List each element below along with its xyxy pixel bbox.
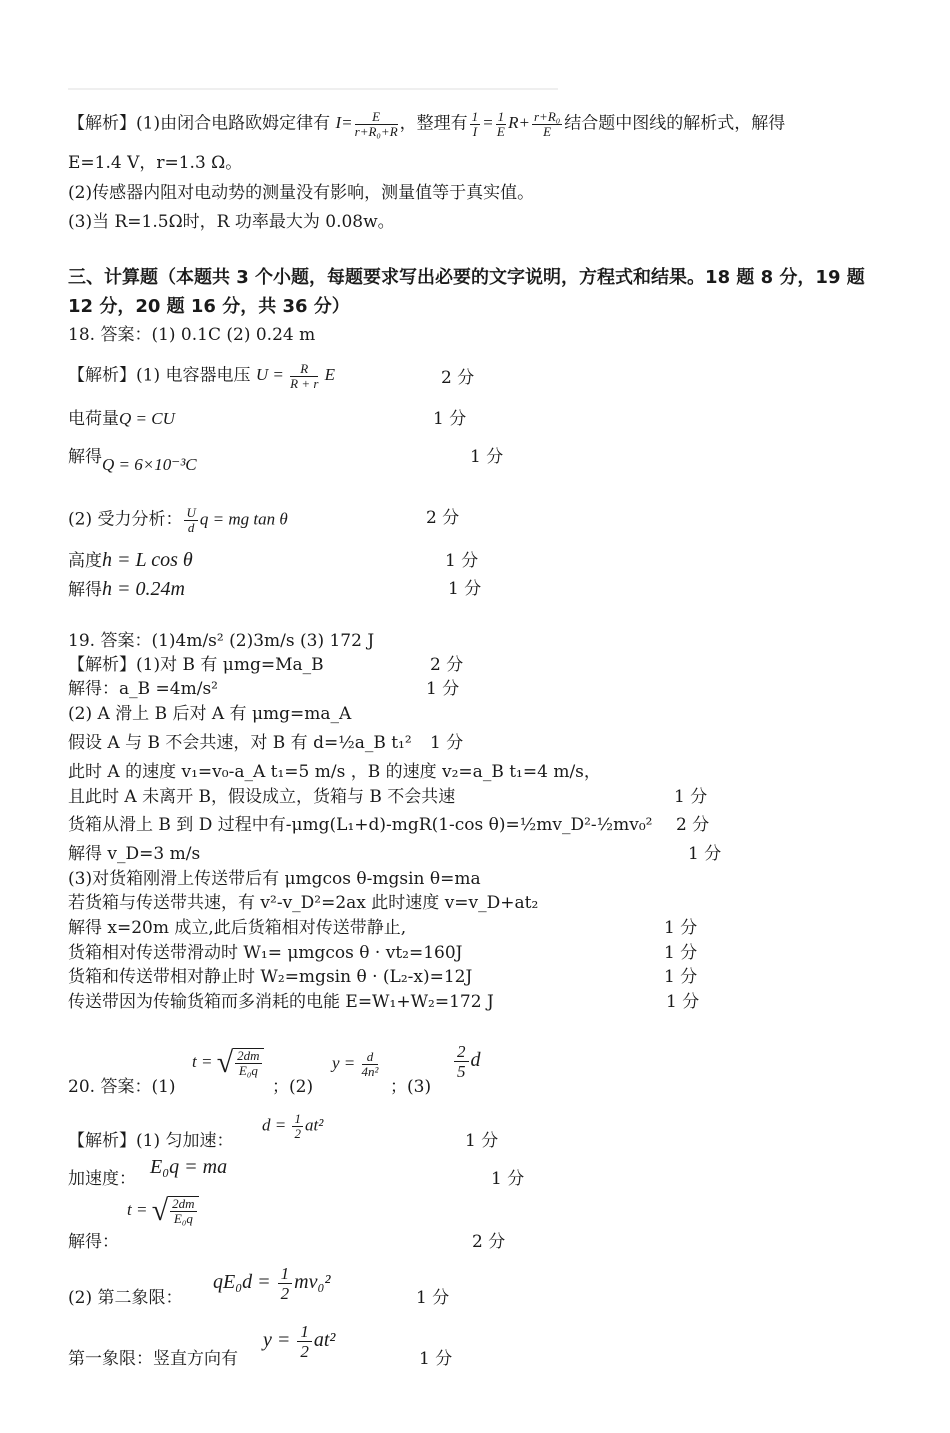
q20-step5-lead: 第一象限：竖直方向有 [68,1349,238,1369]
q17-analysis-mid: ，整理有 [399,113,468,134]
q20-answer-lead: 20. 答案：(1) [68,1077,176,1097]
q19-score: 1 分 [664,943,698,963]
q19-line: 货箱从滑上 B 到 D 过程中有-μmg(L₁+d)-mgR(1-cos θ)=½mv_D²-½mv₀² [68,815,653,835]
q18-step4 [68,506,288,535]
q19-score: 1 分 [666,992,700,1012]
top-divider [68,88,558,90]
q20-answer-sep2: ；(2) [272,1077,314,1097]
q19-score: 1 分 [664,967,698,987]
acceleration-formula: E₀q = ma [150,1156,228,1178]
q18-step1-lead: 【解析】(1) 电容器电压 [68,365,251,386]
section-heading-line1: 三、计算题（本题共 3 个小题，每题要求写出必要的文字说明，方程式和结果。18 题 8 分，19 题 [68,267,865,288]
q20-answer3-formula: $\frac{2}{5}$ d [452,1042,481,1081]
q19-line: 【解析】(1)对 B 有 μmg=Ma_B [68,655,324,675]
q19-line: 解得：a_B =4m/s² [68,679,218,699]
q18-step1-score: 2 分 [441,368,475,388]
q20-answer-sep3: ；(3) [390,1077,432,1097]
q18-step6 [68,578,185,601]
height-formula: h = L cos θ [102,549,193,571]
q19-score: 1 分 [664,918,698,938]
q17-result-line: E=1.4 V，r=1.3 Ω。 [68,153,243,173]
reciprocal-formula: $\frac{1}{I}$ = $\frac{1}{E}$ R+ $\frac{\text{r+R₀}}{E}$ [471,109,561,139]
q20-step2-lead: 加速度： [68,1169,136,1189]
q20-answer2-formula: y = $\frac{d}{\text{4n²}}$ [332,1049,379,1079]
q18-step2-lead: 电荷量 [68,409,119,429]
energy-formula: qE₀d = $\frac{1}{2}$ mv₀² [213,1264,331,1303]
q18-step6-lead: 解得 [68,580,102,600]
q17-part2-line: (2)传感器内阻对电动势的测量没有影响，测量值等于真实值。 [68,183,535,203]
q19-line: 若货箱与传送带共速，有 v²-v_D²=2ax 此时速度 v=v_D+at₂ [68,893,539,913]
q19-score: 2 分 [676,815,710,835]
q19-score: 1 分 [674,787,708,807]
vertical-displacement-formula: y = $\frac{1}{2}$ at² [263,1322,336,1361]
q19-score: 1 分 [426,679,460,699]
q19-line: 传送带因为传输货箱而多消耗的电能 E=W₁+W₂=172 J [68,992,494,1012]
force-balance-formula: $\frac{U}{d}$ [186,505,196,535]
q17-analysis-lead: 【解析】(1)由闭合电路欧姆定律有 [68,113,331,134]
ohm-law-formula: I= $\frac{E}{\text{r+R₀+R}}$ [335,109,398,139]
q18-step1 [68,362,335,391]
time-result-formula: t = √ $\frac{2dm}{\text{E₀q}}$ [127,1196,199,1226]
section-heading-line2: 12 分，20 题 16 分，共 36 分） [68,296,350,317]
q20-step2-score: 1 分 [491,1169,525,1189]
q20-step4-score: 1 分 [416,1288,450,1308]
q19-score: 2 分 [430,655,464,675]
charge-formula: Q = CU [119,409,175,428]
q18-step5-lead: 高度 [68,551,102,571]
q18-step3 [68,446,197,474]
q18-step4-lead: (2) 受力分析： [68,509,183,530]
q17-analysis-line1 [68,110,785,139]
q20-step3-lead: 解得： [68,1232,119,1252]
q19-line: 假设 A 与 B 不会共速，对 B 有 d=½a_B t₁² [68,733,412,753]
q20-step1-lead: 【解析】(1) 匀加速： [68,1131,234,1151]
q18-step2 [68,408,175,430]
q19-line: 货箱相对传送带滑动时 W₁= μmgcos θ · vt₂=160J [68,943,463,963]
q19-line: 解得 v_D=3 m/s [68,844,201,864]
force-balance-rhs: q = mg tan θ [199,509,288,529]
q20-step1-score: 1 分 [465,1131,499,1151]
charge-result: Q = 6×10⁻³C [102,455,197,474]
capacitor-voltage-formula: U = $\frac{R}{R + r}$ E [255,361,336,391]
q18-step3-score: 1 分 [470,447,504,467]
q20-step4-lead: (2) 第二象限： [68,1288,183,1308]
q19-line: 解得 x=20m 成立,此后货箱相对传送带静止, [68,918,407,938]
q19-line: (3)对货箱刚滑上传送带后有 μmgcos θ-mgsin θ=ma [68,869,481,889]
q18-step4-score: 2 分 [426,508,460,528]
q18-answer: 18. 答案：(1) 0.1C (2) 0.24 m [68,325,316,345]
uniform-accel-formula: d = $\frac{1}{2}$ at² [262,1111,324,1141]
height-result: h = 0.24m [102,578,185,600]
q18-step2-score: 1 分 [433,409,467,429]
q19-score: 1 分 [688,844,722,864]
q17-analysis-tail: 结合题中图线的解析式，解得 [564,113,786,134]
q17-part3-line: (3)当 R=1.5Ω时，R 功率最大为 0.08w。 [68,212,395,232]
q19-line: 且此时 A 未离开 B，假设成立，货箱与 B 不会共速 [68,787,456,807]
q19-score: 1 分 [430,733,464,753]
q20-step3-score: 2 分 [472,1232,506,1252]
q18-step3-lead: 解得 [68,447,102,467]
q18-step5 [68,549,193,572]
q20-answer1-formula: t = √ $\frac{2dm}{\text{E₀q}}$ [192,1048,264,1078]
q19-answer: 19. 答案：(1)4m/s² (2)3m/s (3) 172 J [68,631,375,651]
q18-step6-score: 1 分 [448,579,482,599]
q19-line: 此时 A 的速度 v₁=v₀-a_A t₁=5 m/s ，B 的速度 v₂=a_B t₁=4 m/s， [68,762,601,782]
q19-line: (2) A 滑上 B 后对 A 有 μmg=ma_A [68,704,352,724]
q19-line: 货箱和传送带相对静止时 W₂=mgsin θ · (L₂-x)=12J [68,967,473,987]
q20-step5-score: 1 分 [419,1349,453,1369]
q18-step5-score: 1 分 [445,551,479,571]
